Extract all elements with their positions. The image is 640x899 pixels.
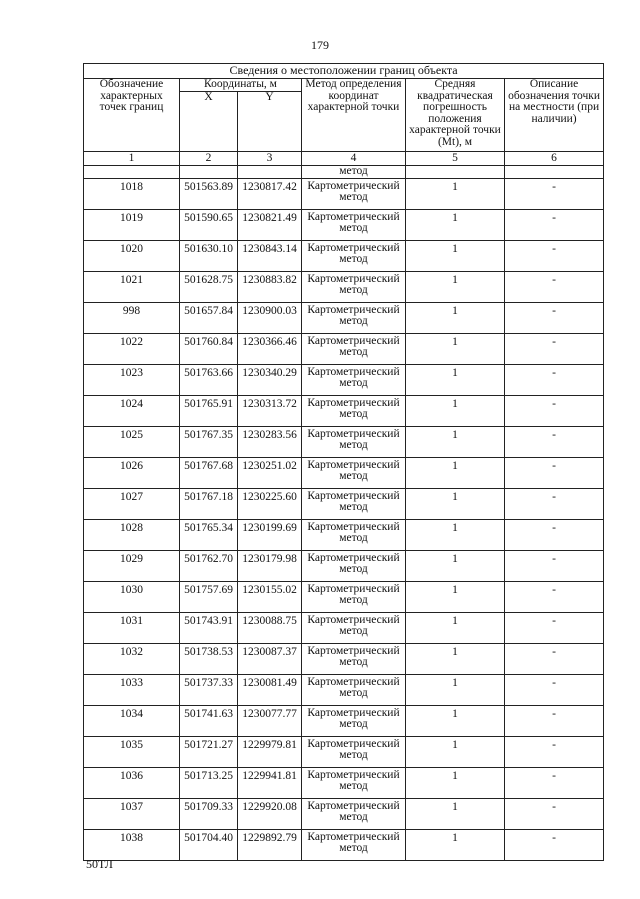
y-coordinate-cell: 1230883.82 xyxy=(238,271,302,302)
point-id-cell: 1035 xyxy=(84,736,180,767)
method-cell: Картометрический метод xyxy=(302,519,406,550)
x-coordinate-cell: 501765.34 xyxy=(180,519,238,550)
x-coordinate-cell: 501590.65 xyxy=(180,209,238,240)
point-id-cell: 1030 xyxy=(84,581,180,612)
y-coordinate-cell: 1230077.77 xyxy=(238,705,302,736)
y-coordinate-cell: 1230155.02 xyxy=(238,581,302,612)
footer-code: 50ТЛ xyxy=(86,857,113,871)
x-coordinate-cell: 501738.53 xyxy=(180,643,238,674)
header-coordinates: Координаты, м xyxy=(180,79,302,92)
point-id-cell: 1022 xyxy=(84,333,180,364)
error-cell: 1 xyxy=(406,209,505,240)
point-id-cell: 1023 xyxy=(84,364,180,395)
description-cell: - xyxy=(505,829,604,860)
table-body xyxy=(84,178,604,860)
description-cell: - xyxy=(505,209,604,240)
description-cell: - xyxy=(505,519,604,550)
x-coordinate-cell: 501741.63 xyxy=(180,705,238,736)
error-cell: 1 xyxy=(406,178,505,209)
header-y: Y xyxy=(238,91,302,151)
point-id-cell: 1021 xyxy=(84,271,180,302)
y-coordinate-cell: 1230199.69 xyxy=(238,519,302,550)
error-cell: 1 xyxy=(406,519,505,550)
x-coordinate-cell: 501757.69 xyxy=(180,581,238,612)
method-cell: Картометрический метод xyxy=(302,736,406,767)
method-cell: Картометрический метод xyxy=(302,209,406,240)
table-row xyxy=(84,643,604,674)
method-cell: Картометрический метод xyxy=(302,178,406,209)
error-cell: 1 xyxy=(406,736,505,767)
table-row xyxy=(84,612,604,643)
method-cell: Картометрический метод xyxy=(302,271,406,302)
description-cell: - xyxy=(505,364,604,395)
description-cell: - xyxy=(505,178,604,209)
description-cell: - xyxy=(505,271,604,302)
x-coordinate-cell: 501767.18 xyxy=(180,488,238,519)
table-row xyxy=(84,209,604,240)
column-number: 3 xyxy=(238,151,302,165)
boundary-points-table xyxy=(83,63,604,861)
method-cell: Картометрический метод xyxy=(302,364,406,395)
description-cell: - xyxy=(505,457,604,488)
error-cell: 1 xyxy=(406,333,505,364)
point-id-cell: 1024 xyxy=(84,395,180,426)
header-error: Средняя квадратическая погрешность положения характерной точки (Mt), м xyxy=(406,79,505,152)
table-row xyxy=(84,302,604,333)
error-cell: 1 xyxy=(406,643,505,674)
table-row xyxy=(84,364,604,395)
table-row xyxy=(84,519,604,550)
table-row xyxy=(84,457,604,488)
x-coordinate-cell: 501762.70 xyxy=(180,550,238,581)
y-coordinate-cell: 1229920.08 xyxy=(238,798,302,829)
method-cell: Картометрический метод xyxy=(302,426,406,457)
table-row xyxy=(84,333,604,364)
y-coordinate-cell: 1230821.49 xyxy=(238,209,302,240)
y-coordinate-cell: 1230088.75 xyxy=(238,612,302,643)
error-cell: 1 xyxy=(406,457,505,488)
column-number: 4 xyxy=(302,151,406,165)
description-cell: - xyxy=(505,333,604,364)
description-cell: - xyxy=(505,302,604,333)
x-coordinate-cell: 501760.84 xyxy=(180,333,238,364)
y-coordinate-cell: 1230366.46 xyxy=(238,333,302,364)
point-id-cell: 1029 xyxy=(84,550,180,581)
header-method: Метод определения координат характерной точки xyxy=(302,79,406,152)
method-cell: Картометрический метод xyxy=(302,643,406,674)
y-coordinate-cell: 1230843.14 xyxy=(238,240,302,271)
column-number: 5 xyxy=(406,151,505,165)
y-coordinate-cell: 1230081.49 xyxy=(238,674,302,705)
point-id-cell: 1033 xyxy=(84,674,180,705)
y-coordinate-cell: 1230251.02 xyxy=(238,457,302,488)
page-number: 179 xyxy=(311,38,329,52)
method-cell: Картометрический метод xyxy=(302,488,406,519)
method-cell: Картометрический метод xyxy=(302,705,406,736)
point-id-cell: 1027 xyxy=(84,488,180,519)
table-row xyxy=(84,736,604,767)
x-coordinate-cell: 501767.68 xyxy=(180,457,238,488)
x-coordinate-cell: 501721.27 xyxy=(180,736,238,767)
x-coordinate-cell: 501657.84 xyxy=(180,302,238,333)
method-cell: Картометрический метод xyxy=(302,829,406,860)
table-row xyxy=(84,705,604,736)
y-coordinate-cell: 1230313.72 xyxy=(238,395,302,426)
error-cell: 1 xyxy=(406,612,505,643)
y-coordinate-cell: 1230087.37 xyxy=(238,643,302,674)
point-id-cell: 1038 xyxy=(84,829,180,860)
point-id-cell: 998 xyxy=(84,302,180,333)
description-cell: - xyxy=(505,705,604,736)
method-cell: Картометрический метод xyxy=(302,395,406,426)
table-row xyxy=(84,178,604,209)
table-row xyxy=(84,271,604,302)
description-cell: - xyxy=(505,488,604,519)
method-cell: Картометрический метод xyxy=(302,333,406,364)
description-cell: - xyxy=(505,240,604,271)
point-id-cell: 1028 xyxy=(84,519,180,550)
y-coordinate-cell: 1230179.98 xyxy=(238,550,302,581)
error-cell: 1 xyxy=(406,395,505,426)
error-cell: 1 xyxy=(406,674,505,705)
table-row xyxy=(84,581,604,612)
column-number: 1 xyxy=(84,151,180,165)
point-id-cell: 1020 xyxy=(84,240,180,271)
error-cell: 1 xyxy=(406,271,505,302)
x-coordinate-cell: 501765.91 xyxy=(180,395,238,426)
point-id-cell: 1037 xyxy=(84,798,180,829)
x-coordinate-cell: 501767.35 xyxy=(180,426,238,457)
y-coordinate-cell: 1229892.79 xyxy=(238,829,302,860)
table-row xyxy=(84,488,604,519)
error-cell: 1 xyxy=(406,829,505,860)
continued-method-text: метод xyxy=(302,165,406,178)
error-cell: 1 xyxy=(406,364,505,395)
method-cell: Картометрический метод xyxy=(302,302,406,333)
x-coordinate-cell: 501630.10 xyxy=(180,240,238,271)
header-point: Обозначение характерных точек границ xyxy=(84,79,180,152)
description-cell: - xyxy=(505,798,604,829)
method-cell: Картометрический метод xyxy=(302,457,406,488)
description-cell: - xyxy=(505,767,604,798)
method-cell: Картометрический метод xyxy=(302,581,406,612)
error-cell: 1 xyxy=(406,488,505,519)
description-cell: - xyxy=(505,395,604,426)
x-coordinate-cell: 501628.75 xyxy=(180,271,238,302)
error-cell: 1 xyxy=(406,798,505,829)
error-cell: 1 xyxy=(406,550,505,581)
x-coordinate-cell: 501704.40 xyxy=(180,829,238,860)
description-cell: - xyxy=(505,426,604,457)
point-id-cell: 1018 xyxy=(84,178,180,209)
table-row xyxy=(84,550,604,581)
y-coordinate-cell: 1230817.42 xyxy=(238,178,302,209)
column-number: 6 xyxy=(505,151,604,165)
column-number: 2 xyxy=(180,151,238,165)
method-cell: Картометрический метод xyxy=(302,767,406,798)
description-cell: - xyxy=(505,674,604,705)
description-cell: - xyxy=(505,736,604,767)
table-row xyxy=(84,674,604,705)
error-cell: 1 xyxy=(406,705,505,736)
error-cell: 1 xyxy=(406,240,505,271)
y-coordinate-cell: 1230225.60 xyxy=(238,488,302,519)
y-coordinate-cell: 1230900.03 xyxy=(238,302,302,333)
x-coordinate-cell: 501709.33 xyxy=(180,798,238,829)
x-coordinate-cell: 501743.91 xyxy=(180,612,238,643)
method-cell: Картометрический метод xyxy=(302,550,406,581)
description-cell: - xyxy=(505,581,604,612)
table-row xyxy=(84,767,604,798)
method-cell: Картометрический метод xyxy=(302,612,406,643)
point-id-cell: 1031 xyxy=(84,612,180,643)
point-id-cell: 1025 xyxy=(84,426,180,457)
x-coordinate-cell: 501763.66 xyxy=(180,364,238,395)
table-row xyxy=(84,829,604,860)
table-title: Сведения о местоположении границ объекта xyxy=(84,64,604,79)
point-id-cell: 1032 xyxy=(84,643,180,674)
description-cell: - xyxy=(505,643,604,674)
method-cell: Картометрический метод xyxy=(302,798,406,829)
error-cell: 1 xyxy=(406,581,505,612)
description-cell: - xyxy=(505,612,604,643)
table-row xyxy=(84,426,604,457)
description-cell: - xyxy=(505,550,604,581)
point-id-cell: 1036 xyxy=(84,767,180,798)
x-coordinate-cell: 501737.33 xyxy=(180,674,238,705)
header-x: X xyxy=(180,91,238,151)
point-id-cell: 1026 xyxy=(84,457,180,488)
point-id-cell: 1019 xyxy=(84,209,180,240)
point-id-cell: 1034 xyxy=(84,705,180,736)
y-coordinate-cell: 1230340.29 xyxy=(238,364,302,395)
error-cell: 1 xyxy=(406,426,505,457)
y-coordinate-cell: 1229979.81 xyxy=(238,736,302,767)
header-description: Описание обозначения точки на местности (при наличии) xyxy=(505,79,604,152)
error-cell: 1 xyxy=(406,767,505,798)
method-cell: Картометрический метод xyxy=(302,240,406,271)
x-coordinate-cell: 501713.25 xyxy=(180,767,238,798)
y-coordinate-cell: 1229941.81 xyxy=(238,767,302,798)
table-row xyxy=(84,395,604,426)
table-row xyxy=(84,798,604,829)
y-coordinate-cell: 1230283.56 xyxy=(238,426,302,457)
error-cell: 1 xyxy=(406,302,505,333)
x-coordinate-cell: 501563.89 xyxy=(180,178,238,209)
table-row xyxy=(84,240,604,271)
method-cell: Картометрический метод xyxy=(302,674,406,705)
